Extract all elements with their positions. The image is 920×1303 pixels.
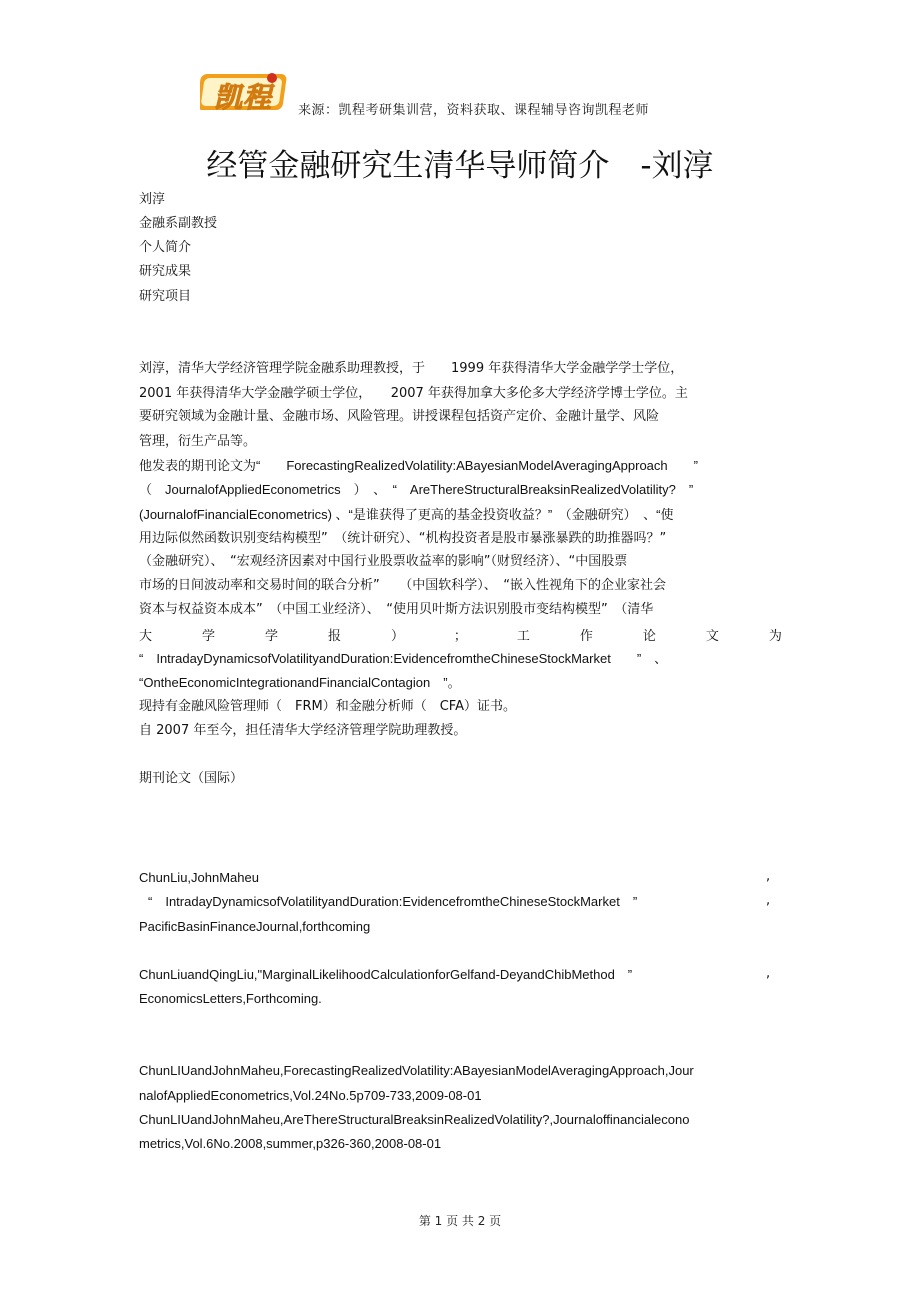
spread-char: 大	[139, 629, 153, 644]
paper-line: ChunLiuandQingLiu,"MarginalLikelihoodCalculationforGelfand-DeyandChibMethod ”	[139, 967, 633, 982]
bio-line: “ IntradayDynamicsofVolatilityandDuration:EvidencefromtheChineseStockMarket ” 、	[139, 651, 668, 666]
spread-char: ；	[453, 629, 467, 644]
bio-line-spread	[139, 625, 782, 644]
paper-line: PacificBasinFinanceJournal,forthcoming	[139, 919, 371, 934]
nav-research-output: 研究成果	[139, 264, 192, 279]
paper-line: nalofAppliedEconometrics,Vol.24No.5p709-733,2009-08-01	[139, 1088, 482, 1103]
spread-char: 学	[201, 629, 215, 644]
trailing-comma: ,	[766, 966, 771, 981]
section-heading: 期刊论文（国际）	[139, 771, 244, 786]
paper-line: ChunLiu,JohnMaheu	[139, 870, 259, 885]
spread-char: 为	[768, 629, 782, 644]
nav-profile: 个人简介	[139, 240, 192, 255]
page-number: 第 1 页 共 2 页	[418, 1214, 502, 1228]
nav-research-projects: 研究项目	[139, 289, 192, 304]
trailing-comma: ,	[766, 869, 771, 884]
spread-char: 文	[705, 629, 719, 644]
spread-char: 工	[516, 629, 530, 644]
bio-line: 他发表的期刊论文为“ ForecastingRealizedVolatility:ABayesianModelAveragingApproach ”	[139, 458, 698, 473]
bio-line: (JournalofFinancialEconometrics) 、“是谁获得了更高的基金投资收益？” （金融研究） 、“使	[139, 507, 674, 522]
paper-line: EconomicsLetters,Forthcoming.	[139, 991, 322, 1006]
paper-line: metrics,Vol.6No.2008,summer,p326-360,2008-08-01	[139, 1136, 442, 1151]
bio-line: 市场的日间波动率和交易时间的联合分析” （中国软科学）、 “嵌入性视角下的企业家社会	[139, 578, 666, 593]
page-title: 经管金融研究生清华导师简介 -刘淳	[206, 148, 714, 184]
kaicheng-logo	[200, 68, 290, 114]
bio-line: （ JournalofAppliedEconometrics ） 、 “ AreThereStructuralBreaksinRealizedVolatility? ”	[139, 482, 694, 497]
bio-line: 用边际似然函数识别变结构模型” （统计研究）、“机构投资者是股市暴涨暴跌的助推器吗？”	[139, 531, 667, 546]
trailing-comma: ,	[766, 893, 771, 908]
nav-name: 刘淳	[139, 192, 166, 207]
paper-line: ChunLIUandJohnMaheu,ForecastingRealizedVolatility:ABayesianModelAveragingApproach,Jour	[139, 1063, 694, 1078]
nav-position: 金融系副教授	[139, 216, 218, 231]
spread-char: 论	[642, 629, 656, 644]
bio-line: 自 2007 年至今，担任清华大学经济管理学院助理教授。	[139, 723, 467, 738]
bio-line: 2001 年获得清华大学金融学硕士学位， 2007 年获得加拿大多伦多大学经济学博士学位。主	[139, 386, 688, 401]
bio-line: 现持有金融风险管理师（ FRM）和金融分析师（ CFA）证书。	[139, 699, 516, 714]
spread-char: 作	[579, 629, 593, 644]
bio-line: 管理，衍生产品等。	[139, 434, 257, 449]
spread-char: 学	[264, 629, 278, 644]
source-line: 来源：凯程考研集训营，资料获取、课程辅导咨询凯程老师	[298, 103, 650, 118]
logo-text: 凯程	[214, 81, 273, 114]
spread-char: ）	[390, 629, 404, 644]
paper-line: ChunLIUandJohnMaheu,AreThereStructuralBreaksinRealizedVolatility?,Journaloffinancialecono	[139, 1112, 690, 1127]
bio-line: 刘淳，清华大学经济管理学院金融系助理教授，于 1999 年获得清华大学金融学学士学位，	[139, 361, 684, 376]
spread-char: 报	[327, 629, 341, 644]
bio-line: 要研究领域为金融计量、金融市场、风险管理。讲授课程包括资产定价、金融计量学、风险	[139, 409, 660, 424]
bio-line: （金融研究）、 “宏观经济因素对中国行业股票收益率的影响”（财贸经济）、“中国股票	[139, 554, 628, 569]
bio-line: 资本与权益资本成本” （中国工业经济）、 “使用贝叶斯方法识别股市变结构模型” （清华	[139, 602, 654, 617]
bio-line: “OntheEconomicIntegrationandFinancialContagion ”。	[139, 675, 461, 690]
paper-line: “ IntradayDynamicsofVolatilityandDuration:EvidencefromtheChineseStockMarket ”	[148, 894, 638, 909]
